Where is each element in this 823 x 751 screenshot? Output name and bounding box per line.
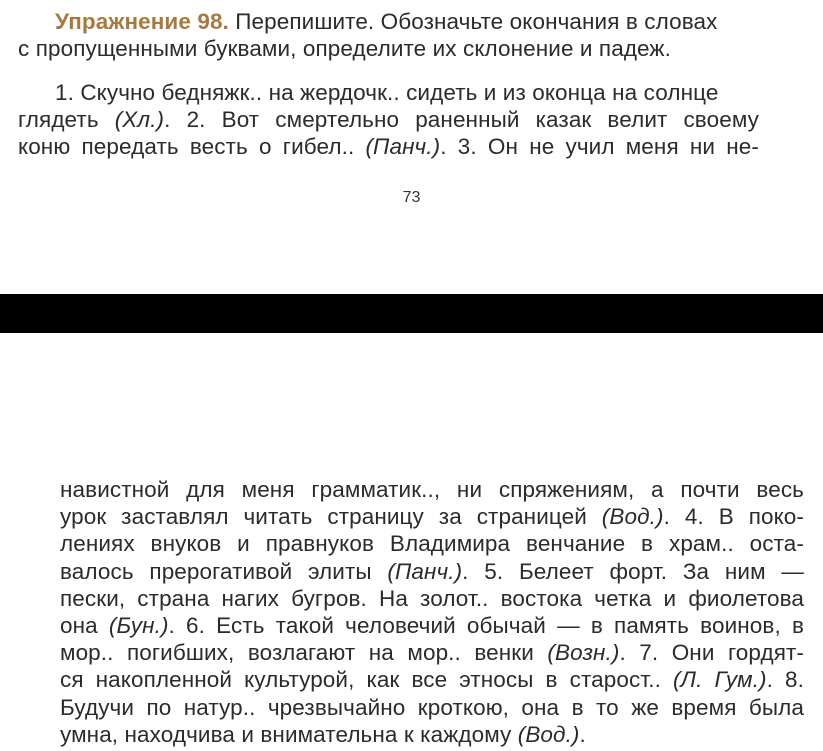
exercise-title: Упражнение 98. [55, 9, 229, 34]
text-segment: . 5. Белеет форт. За ним — [462, 558, 804, 584]
instruction-line-2: с пропущенными буквами, определите их склонение и падеж. [18, 36, 671, 61]
text-segment: Будучи по натур.. чрезвычайно кроткою, она в то же время была [60, 694, 804, 720]
source-reference: (Бун.) [108, 613, 169, 638]
text-segment: коню передать весть о гибел.. [18, 134, 366, 159]
top-page [0, 0, 823, 294]
text-segment: . 3. Он не учил меня ни не- [440, 134, 759, 159]
bottom-page [0, 333, 823, 747]
text-segment: она [60, 613, 109, 638]
instruction-line-1: Перепишите. Обозначьте окончания в словах [235, 9, 718, 34]
page-number: 73 [402, 189, 421, 206]
text-segment: . 8. [766, 667, 804, 693]
text-segment: урок заставлял читать страницу за страницей [60, 504, 602, 530]
text-segment: . 2. Вот смертельно раненный казак велит своему [164, 107, 760, 132]
source-reference: (Л. Гум.) [672, 667, 767, 693]
bottom-line-10 [60, 719, 804, 751]
text-segment: мор.. погибших, возлагают на мор.. венки [60, 640, 548, 666]
source-reference: (Вод.) [517, 721, 580, 747]
text-segment: . [579, 721, 586, 747]
text-segment: . 4. В поко- [663, 504, 805, 530]
text-segment: пески, страна нагих бугров. На золот.. востока четка и фиолетова [60, 585, 804, 611]
text-segment: . 7. Они гордят- [619, 640, 804, 666]
source-reference: (Возн.) [547, 640, 620, 666]
text-segment: глядеть [18, 107, 115, 132]
text-segment: валось прерогативой элиты [60, 558, 388, 584]
text-segment: навистной для меня грамматик.., ни спряжениям, а почти весь [60, 477, 804, 502]
source-reference: (Панч.) [365, 134, 441, 159]
text-segment: умна, находчива и внимательна к каждому [60, 721, 518, 747]
text-segment: . 6. Есть такой человечий обычай — в память воинов, в [168, 613, 804, 638]
text-segment: ся накопленной культурой, как все этносы в старост.. [60, 667, 673, 693]
source-reference: (Панч.) [387, 558, 463, 584]
source-reference: (Хл.) [114, 107, 165, 132]
top-line-3 [18, 131, 759, 163]
text-segment: 1. Скучно бедняжк.. на жердочк.. сидеть и из оконца на солнце [55, 80, 719, 105]
page-gap-band [0, 294, 823, 333]
source-reference: (Вод.) [601, 504, 664, 530]
text-segment: лениях внуков и правнуков Владимира венчание в храм.. оста- [60, 531, 804, 557]
